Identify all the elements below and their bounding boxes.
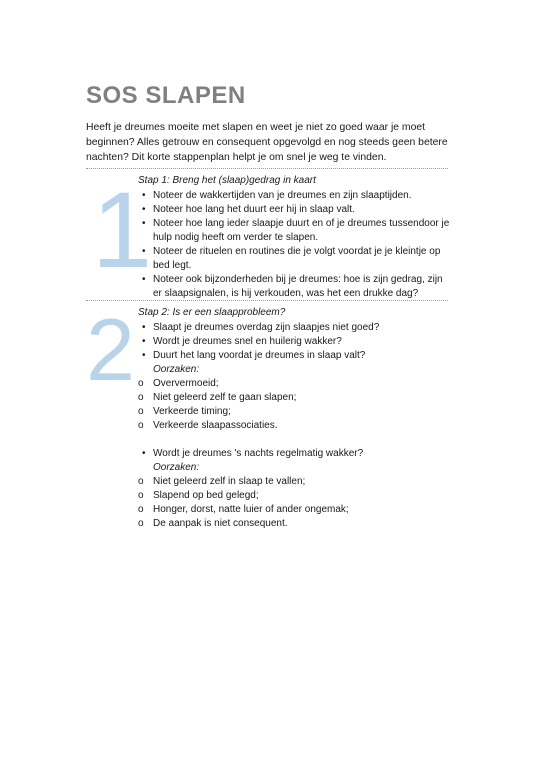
intro-paragraph: Heeft je dreumes moeite met slapen en weet je niet zo goed waar je moet beginnen? Alles getrouw en consequent opgevolgd en nog steeds geen betere nachten? Dit korte stappenplan helpt je om snel je weg te vinden. xyxy=(86,122,448,163)
list-item: • Noteer hoe lang het duurt eer hij in slaap valt. xyxy=(138,203,453,217)
step-2-number: 2 xyxy=(86,300,135,399)
list-item: • Duurt het lang voordat je dreumes in slaap valt? xyxy=(138,349,453,363)
list-item: o Verkeerde timing; xyxy=(138,405,453,419)
step-1-number: 1 xyxy=(92,169,153,290)
step-2-heading: Stap 2: Is er een slaapprobleem? xyxy=(138,307,286,318)
causes-list-a xyxy=(138,377,453,433)
step-1-heading: Stap 1: Breng het (slaap)gedrag in kaart xyxy=(138,175,316,186)
step-2 xyxy=(138,306,453,531)
list-item: o De aanpak is niet consequent. xyxy=(138,517,453,531)
step-1 xyxy=(138,174,453,301)
causes-label: Oorzaken: xyxy=(153,364,200,375)
list-item: • Noteer de wakkertijden van je dreumes en zijn slaaptijden. xyxy=(138,189,453,203)
step-1-bullet-list xyxy=(138,189,453,301)
list-item: o Niet geleerd zelf te gaan slapen; xyxy=(138,391,453,405)
spacer xyxy=(138,433,453,447)
list-item: o Honger, dorst, natte luier of ander ongemak; xyxy=(138,503,453,517)
list-item: o Oververmoeid; xyxy=(138,377,453,391)
causes-label: Oorzaken: xyxy=(153,462,200,473)
list-item: o Niet geleerd zelf in slaap te vallen; xyxy=(138,475,453,489)
list-item: • Wordt je dreumes 's nachts regelmatig wakker? xyxy=(138,447,453,461)
list-item: • Noteer ook bijzonderheden bij je dreumes: hoe is zijn gedrag, zijn er slaapsignalen, is hij verkouden, was het een drukke dag? xyxy=(138,273,453,301)
step-2-bullet-list-b xyxy=(138,447,453,461)
divider xyxy=(86,300,448,301)
list-item: o Verkeerde slaapassociaties. xyxy=(138,419,453,433)
list-item: • Wordt je dreumes snel en huilerig wakker? xyxy=(138,335,453,349)
list-item: • Slaapt je dreumes overdag zijn slaapjes niet goed? xyxy=(138,321,453,335)
list-item: o Slapend op bed gelegd; xyxy=(138,489,453,503)
causes-list-b xyxy=(138,475,453,531)
list-item: • Noteer hoe lang ieder slaapje duurt en of je dreumes tussendoor je hulp nodig heeft om verder te slapen. xyxy=(138,217,453,245)
list-item: • Noteer de rituelen en routines die je volgt voordat je je kleintje op bed legt. xyxy=(138,245,453,273)
step-2-bullet-list-a xyxy=(138,321,453,363)
page-title: SOS SLAPEN xyxy=(86,82,246,109)
